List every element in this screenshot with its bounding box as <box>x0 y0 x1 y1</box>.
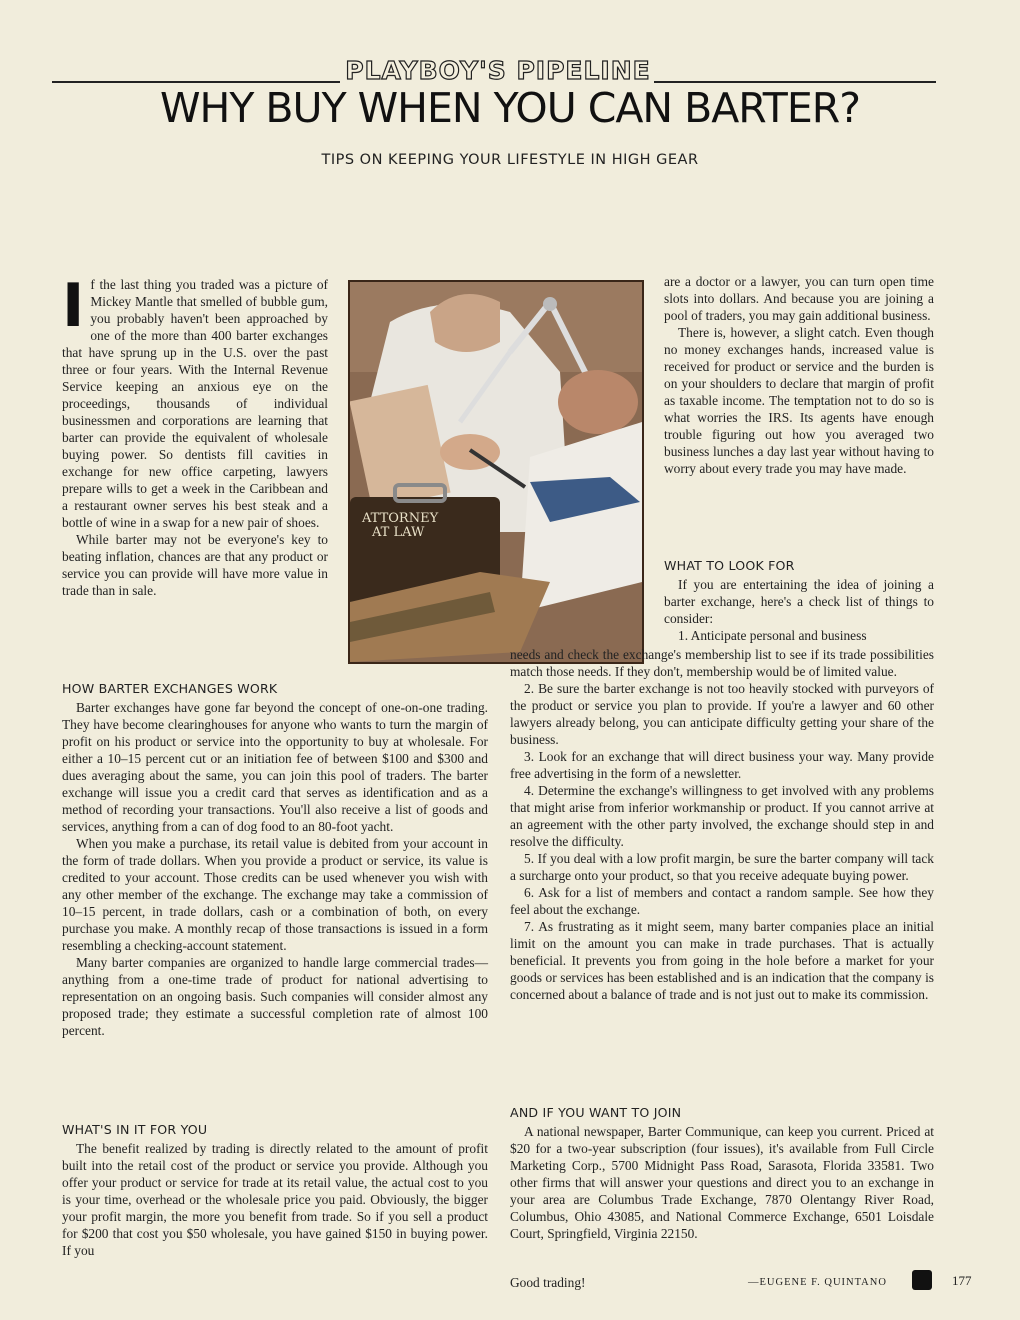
look-for-paragraph-1: If you are entertaining the idea of joining a barter exchange, here's a check list of things to consider: <box>664 577 934 626</box>
series-title: PLAYBOY'S PIPELINE <box>345 56 651 85</box>
heading-join: AND IF YOU WANT TO JOIN <box>510 1105 682 1120</box>
join-paragraph-1: A national newspaper, Barter Communique, can keep you current. Priced at $20 for a two-year subscription (four issues), it's available from Full Circle Marketing Corp., 5700 Midnight Pass Road, Sarasota, Florida 33581. Two other firms that will answer your questions and direct you to an exchange in your area are Columbus Trade Exchange, 7870 Olentangy River Road, Columbus, Ohio 43085, and National Commerce Exchange, 6501 Loisdale Court, Springfield, Virginia 22150. <box>510 1124 934 1241</box>
series-banner <box>52 56 936 86</box>
look-for-item-7: 7. As frustrating as it might seem, many barter companies place an initial limit on the amount you can make in trade purchases. That is actually beneficial. It prevents you from going in the hole before a market for your goods or services has been established and is an indication that the company is concerned about a balance of trade and is not just out to make its commission. <box>510 919 934 1002</box>
how-paragraph-1: Barter exchanges have gone far beyond the concept of one-on-one trading. They have become clearinghouses for anyone who wants to turn the margin of profit on his product or service into the opportunity to buy at wholesale. For either a 10–15 percent cut or an initiation fee of between $100 and $300 and dues averaging about the same, you can join this pool of traders. The barter exchange will issue you a credit card that serves as identification and as a method of recording your transactions. You'll also receive a list of goods and services, anything from a can of dog food to an 80-foot yacht. <box>62 700 488 834</box>
rule-left <box>52 81 340 83</box>
rule-right <box>654 81 936 83</box>
whats-in-it-section <box>62 1140 488 1259</box>
intro-p1-text: f the last thing you traded was a picture of Mickey Mantle that smelled of bubble gum, you probably haven't been approached by one of the more than 400 barter exchanges that have sprung up in the U.S. over the past three or four years. With the Internal Revenue Service keeping an anxious eye on the proceedings, thousands of individual businessmen and corporations are learning that barter can provide the equivalent of wholesale buying power. So dentists fill cavities in exchange for new office carpeting, lawyers prepare wills to get a week in the Caribbean and a restaurant owner serves his best steak and a bottle of wine in a swap for a new pair of shoes. <box>62 277 328 530</box>
look-for-intro <box>664 576 934 644</box>
look-for-item-3: 3. Look for an exchange that will direct business your way. Many provide free advertising in the form of a newsletter. <box>510 749 934 781</box>
heading-look-for: WHAT TO LOOK FOR <box>664 558 795 573</box>
whats-in-it-paragraph-1: The benefit realized by trading is directly related to the amount of profit built into the retail cost of the product or service you provide. Although you offer your product or service for trade at its retail value, the actual cost to you is your time, overhead or the wholesale price you paid. Obviously, the bigger your profit margin, the more you benefit from trade. So if you sell a product for $200 that cost you $50 wholesale, you have gained $150 in buying power. If you <box>62 1141 488 1258</box>
look-for-item-2: 2. Be sure the barter exchange is not too heavily stocked with purveyors of the product or service you plan to provide. If you're a lawyer and 60 other lawyers already belong, you can anticipate difficulty getting your share of the business. <box>510 681 934 747</box>
look-for-item-1-start: 1. Anticipate personal and business <box>678 628 867 643</box>
illustration-svg <box>350 282 642 662</box>
look-for-list <box>510 646 934 1003</box>
page-number: 177 <box>952 1273 972 1288</box>
briefcase-label-2: AT LAW <box>372 525 425 540</box>
intro-text <box>62 271 328 599</box>
right-paragraph-1: are a doctor or a lawyer, you can turn open time slots into dollars. And because you are joining a pool of traders, you may gain additional business. <box>664 274 934 323</box>
look-for-item-1-cont: needs and check the exchange's membership list to see if its trade possibilities match those needs. If they don't, membership would be of limited value. <box>510 647 934 679</box>
playboy-bunny-icon <box>912 1270 932 1290</box>
briefcase-label-1: ATTORNEY <box>362 511 439 526</box>
dentist-lawyer-illustration <box>348 280 644 664</box>
look-for-item-5: 5. If you deal with a low profit margin, be sure the barter company will tack a surcharge onto your product, so that you receive adequate buying power. <box>510 851 934 883</box>
heading-whats-in-it: WHAT'S IN IT FOR YOU <box>62 1122 208 1137</box>
headline: WHY BUY WHEN YOU CAN BARTER? <box>159 84 860 132</box>
intro-paragraph-1 <box>62 271 328 531</box>
drop-cap: I <box>62 271 85 341</box>
look-for-item-6: 6. Ask for a list of members and contact a random sample. See how they feel about the exchange. <box>510 885 934 917</box>
intro-paragraph-2: While barter may not be everyone's key to beating inflation, chances are that any product or service you can provide will have more value in trade than in sale. <box>62 532 328 598</box>
closing-line: Good trading! <box>510 1275 586 1290</box>
subhead: TIPS ON KEEPING YOUR LIFESTYLE IN HIGH GEAR <box>321 152 699 168</box>
author-credit: —EUGENE F. QUINTANO <box>748 1277 887 1288</box>
join-section <box>510 1123 934 1242</box>
look-for-item-4: 4. Determine the exchange's willingness to get involved with any problems that might arise from inferior workmanship or product. If you cannot arrive at an agreement with the other party involved, the exchange should step in and resolve the difficulty. <box>510 783 934 849</box>
right-top-text <box>664 273 934 477</box>
heading-how: HOW BARTER EXCHANGES WORK <box>62 681 278 696</box>
how-paragraph-2: When you make a purchase, its retail value is debited from your account in the form of trade dollars. When you provide a product or service, its value is credited to your account. Those credits can be used whenever you wish with any other member of the exchange. The exchange may take a commission of 10–15 percent, in trade dollars, cash or a combination of both, on every purchase you make. A monthly recap of those transactions is issued in a form resembling a checking-account statement. <box>62 836 488 953</box>
how-paragraph-3: Many barter companies are organized to handle large commercial trades—anything from a one-time trade of product for national advertising to representation on an ongoing basis. Such companies will consider almost any proposed trade; they estimate a successful completion rate of almost 100 percent. <box>62 955 488 1038</box>
how-section <box>62 699 488 1039</box>
right-paragraph-2: There is, however, a slight catch. Even though no money exchanges hands, increased value is received for product or service and the burden is on your shoulders to declare that margin of profit as taxable income. The temptation not to do so is what worries the IRS. Its agents have enough trouble figuring out how you averaged two business lunches a day last year without having to worry about every trade you may have made. <box>664 325 934 476</box>
